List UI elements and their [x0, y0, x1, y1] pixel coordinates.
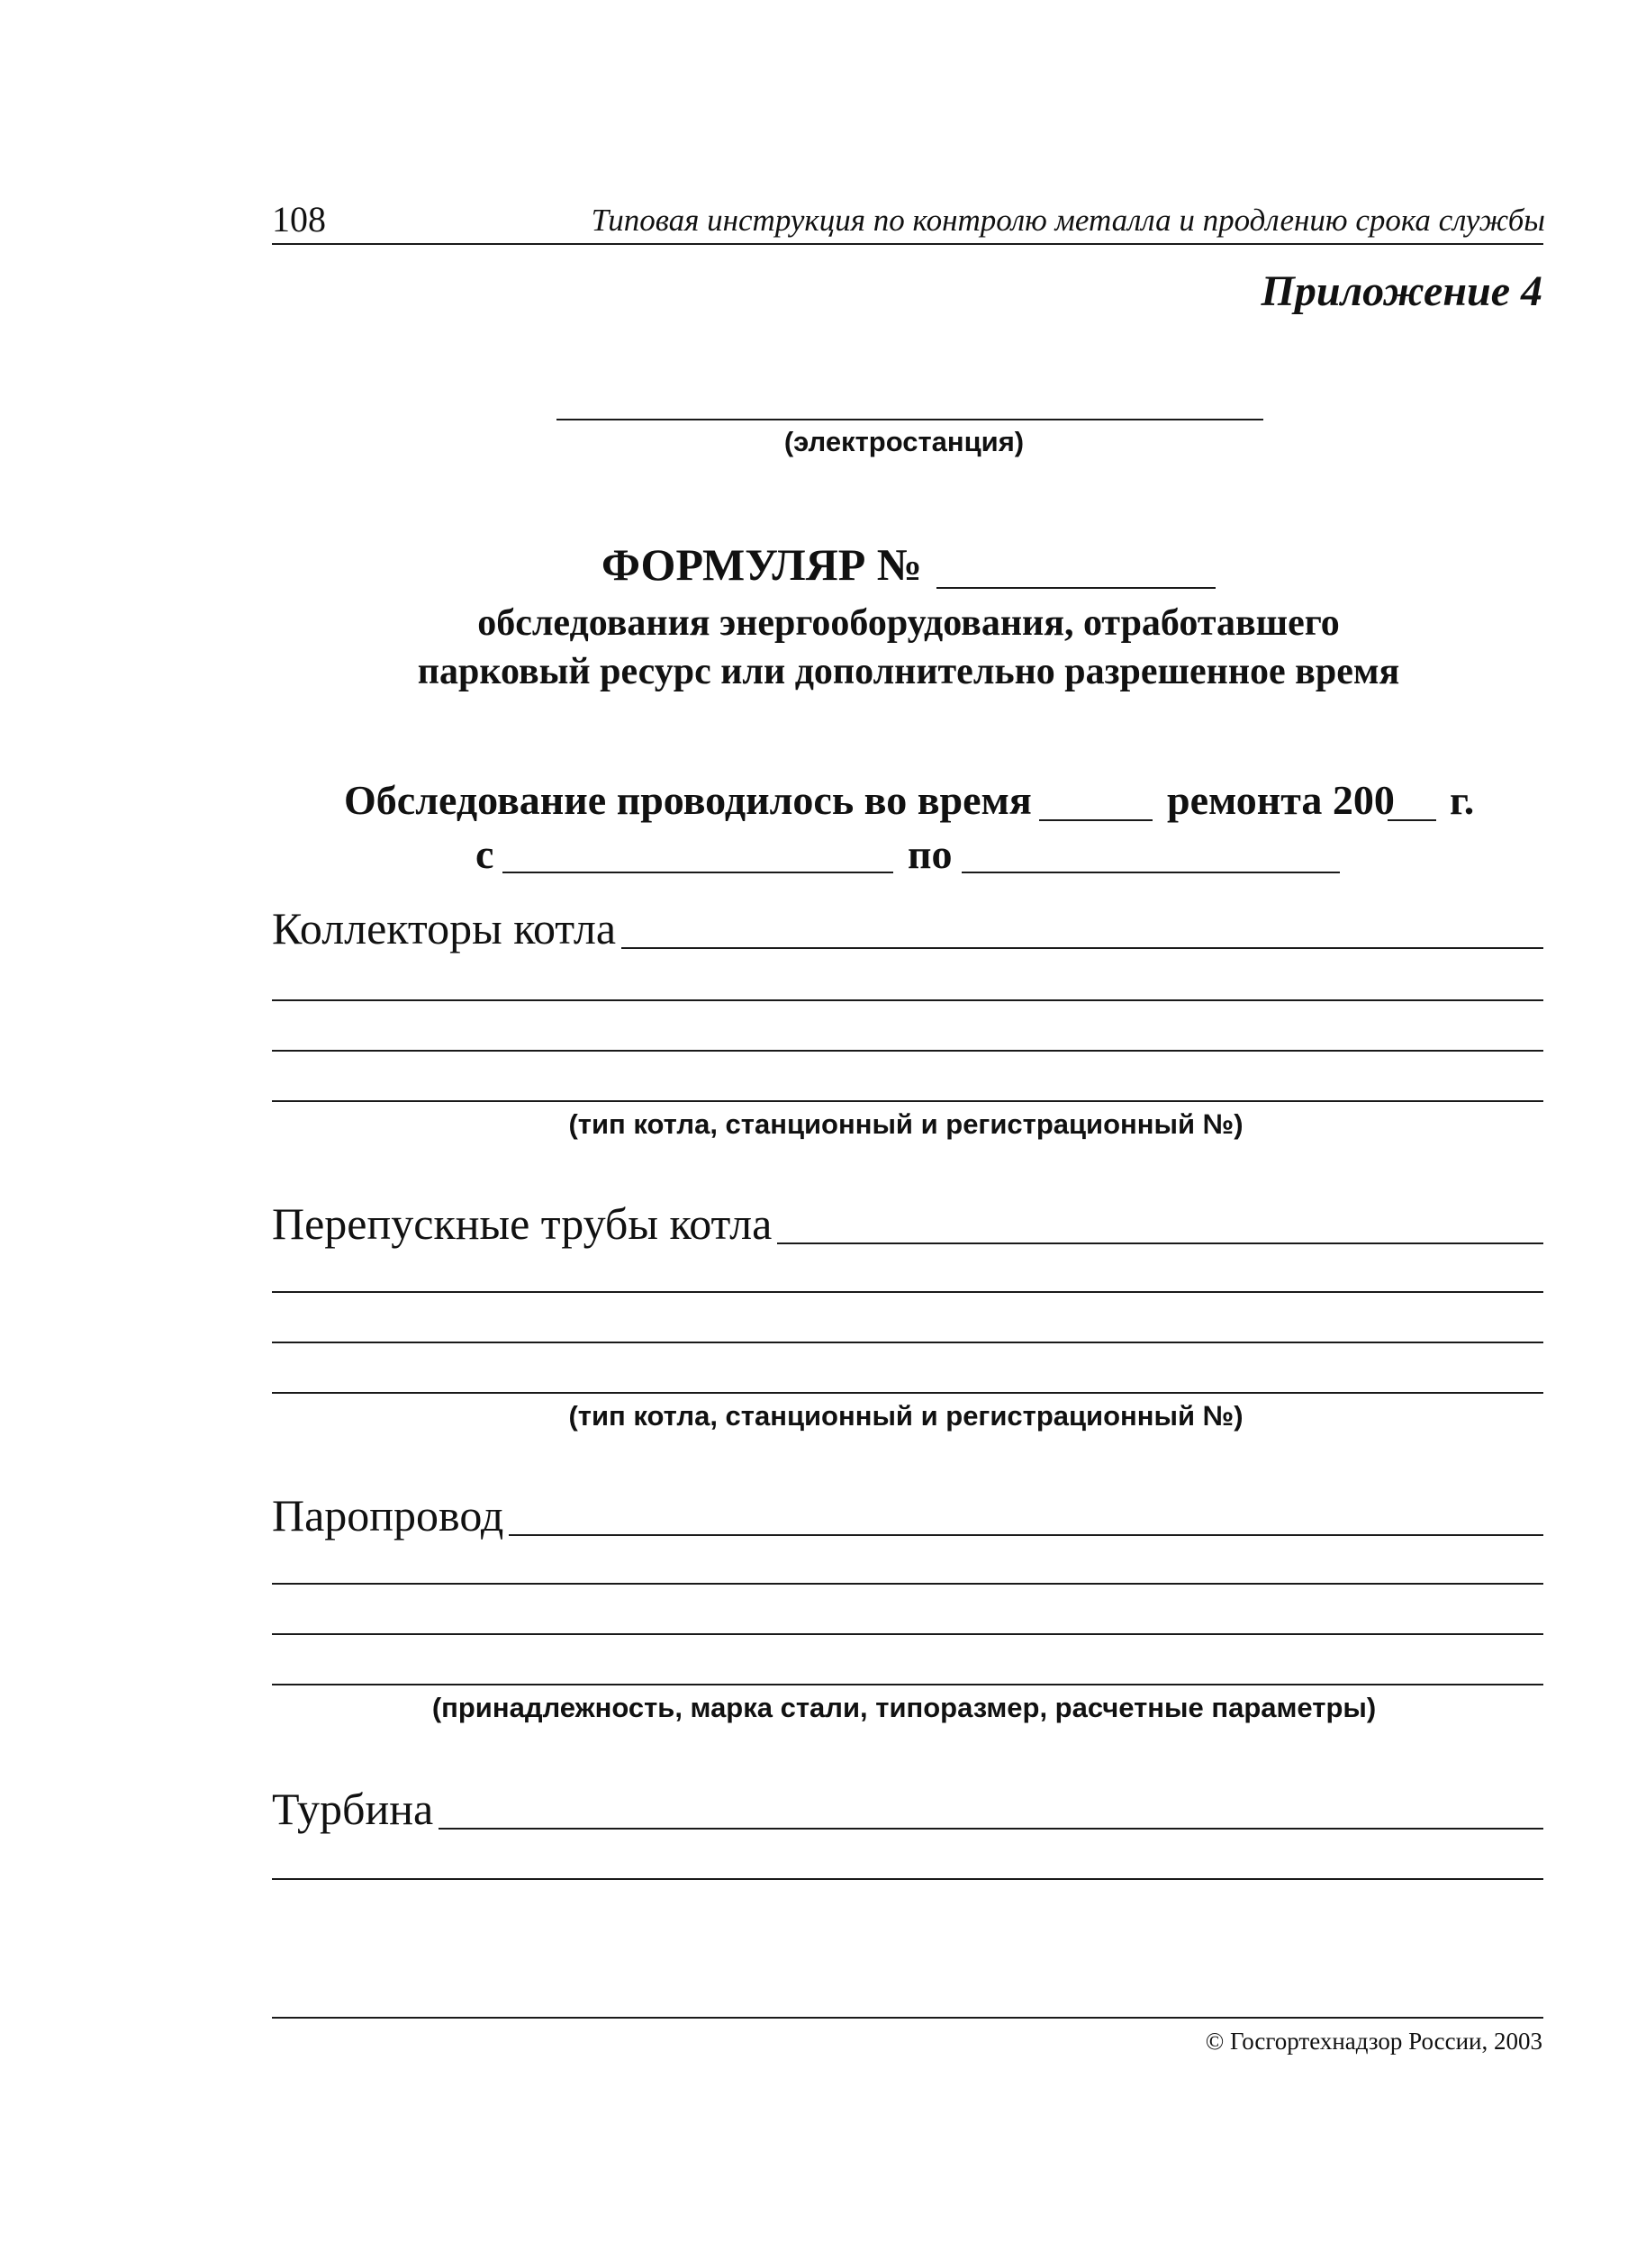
turbine-label: Турбина	[272, 1783, 439, 1835]
running-title: Типовая инструкция по контролю металла и продлению срока службы	[591, 203, 1545, 238]
steam-pipeline-caption: (принадлежность, марка стали, типоразмер, расчетные параметры)	[431, 1692, 1377, 1723]
survey-to-line[interactable]	[962, 872, 1340, 873]
repair-type-line[interactable]	[1039, 819, 1153, 821]
survey-prefix: Обследование проводилось во время	[344, 777, 1032, 823]
survey-from-label: с	[475, 831, 494, 877]
copyright-notice: © Госгортехнадзор России, 2003	[1205, 2028, 1542, 2055]
survey-to-label: по	[908, 831, 953, 877]
steam-pipeline-label: Паропровод	[272, 1489, 509, 1541]
bypass-pipes-line-4[interactable]	[272, 1392, 1543, 1394]
survey-suffix: г.	[1450, 777, 1475, 823]
form-subtitle-line2: парковый ресурс или дополнительно разрешенное время	[417, 651, 1400, 692]
steam-pipeline-line-3[interactable]	[272, 1633, 1543, 1635]
survey-from-line[interactable]	[502, 872, 893, 873]
boiler-collectors-caption: (тип котла, станционный и регистрационный №)	[568, 1108, 1244, 1140]
boiler-collectors-line-3[interactable]	[272, 1050, 1543, 1052]
repair-year-line[interactable]	[1388, 819, 1436, 821]
turbine-line-1[interactable]	[272, 1828, 1543, 1830]
steam-pipeline-line-2[interactable]	[272, 1583, 1543, 1585]
bypass-pipes-line-3[interactable]	[272, 1342, 1543, 1343]
boiler-collectors-label: Коллекторы котла	[272, 902, 621, 954]
page-number: 108	[272, 199, 326, 239]
appendix-label: Приложение 4	[1261, 267, 1542, 315]
boiler-collectors-line-2[interactable]	[272, 999, 1543, 1001]
header-rule	[272, 243, 1543, 245]
steam-pipeline-line-4[interactable]	[272, 1684, 1543, 1685]
footer-rule	[272, 2017, 1543, 2019]
form-subtitle-line1: обследования энергооборудования, отработавшего	[477, 602, 1340, 644]
form-number-line[interactable]	[936, 587, 1216, 589]
survey-middle: ремонта 200	[1167, 777, 1395, 823]
boiler-collectors-line-4[interactable]	[272, 1100, 1543, 1102]
bypass-pipes-label: Перепускные трубы котла	[272, 1197, 777, 1250]
bypass-pipes-line-2[interactable]	[272, 1291, 1543, 1293]
form-title: ФОРМУЛЯР №	[601, 539, 922, 590]
power-station-line[interactable]	[556, 419, 1263, 420]
power-station-caption: (электростанция)	[783, 426, 1025, 457]
turbine-line-2[interactable]	[272, 1878, 1543, 1880]
bypass-pipes-caption: (тип котла, станционный и регистрационный №)	[568, 1400, 1244, 1432]
